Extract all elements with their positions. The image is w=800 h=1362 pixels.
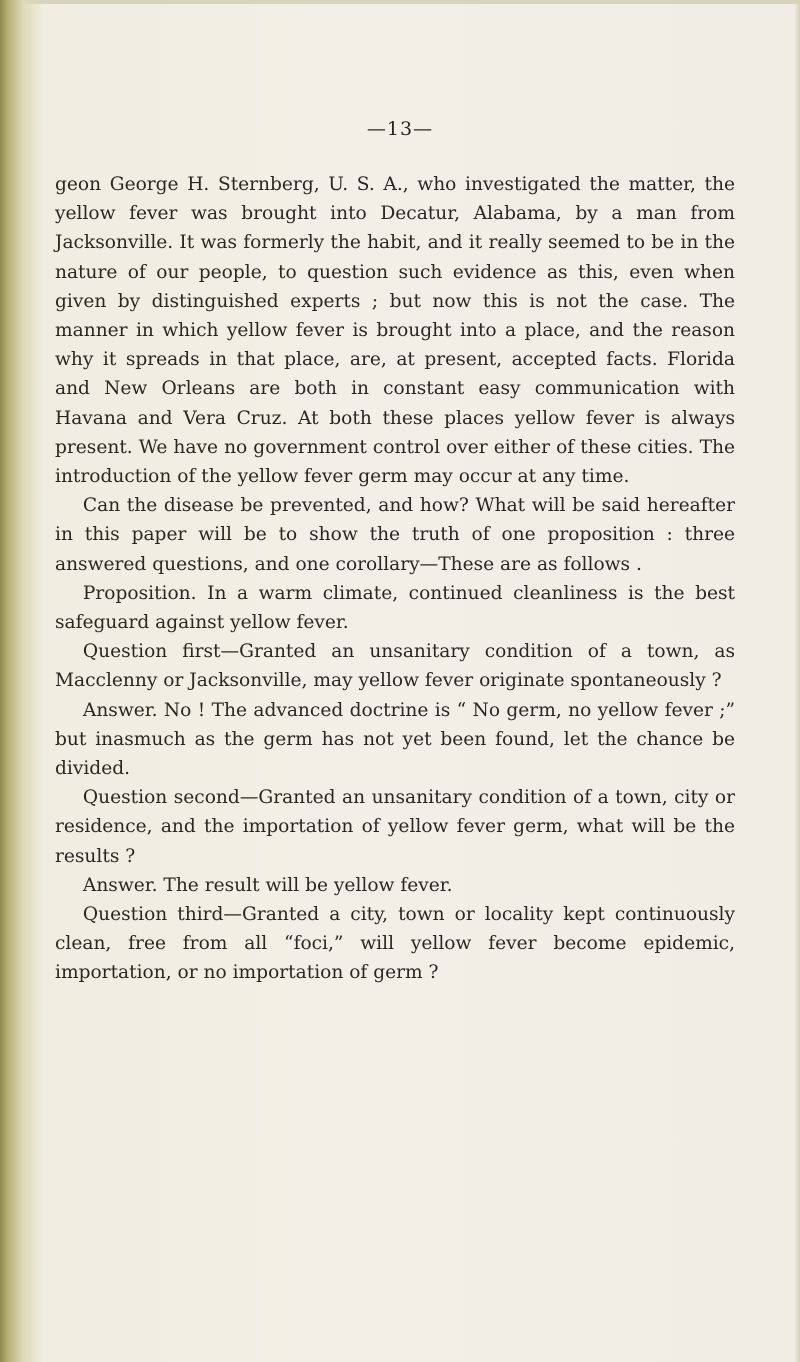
paragraph-question-second: Question second—Granted an unsanitary condition of a town, city or residence, and the importation of yellow fever germ, what will be the results ? — [55, 787, 735, 867]
binding-shadow — [0, 0, 42, 1362]
paragraph-answer-first: Answer. No ! The advanced doctrine is “ No germ, no yellow fever ;” but inasmuch as the germ has not yet been found, let the chance be divided. — [55, 699, 735, 780]
page-number: —13— — [366, 118, 434, 140]
paragraph-question-third: Question third—Granted a city, town or locality kept continuously clean, free from all “foci,” will yellow fever become epidemic, importation, or no importation of germ ? — [55, 904, 735, 984]
paragraph-continuation: geon George H. Sternberg, U. S. A., who investigated the matter, the yellow fever was brought into Decatur, Alabama, by a man from Jacksonville. It was formerly the habit, and it really seemed to be in the nature of our people, to question such evidence as this, even when given by distinguished experts ; but now this is not the case. The manner in which yellow fever is brought into a place, and the reason why it spreads in that place, are, at present, accepted facts. Florida and New Orleans are both in constant easy communication with Havana and Vera Cruz. At both these places yellow fever is always present. We have no government control over either of these cities. The introduction of the yellow fever germ may occur at any time. — [55, 174, 735, 488]
paragraph-answer-second: Answer. The result will be yellow fever. — [82, 874, 453, 896]
page-top-edge — [0, 0, 800, 4]
body-text — [55, 170, 735, 988]
paragraph-prevention: Can the disease be prevented, and how? What will be said hereafter in this paper will be to show the truth of one proposition : three answered questions, and one corollary—These are as follows . — [55, 495, 735, 575]
paragraph-question-first: Question first—Granted an unsanitary condition of a town, as Macclenny or Jacksonville, may yellow fever originate spontaneously ? — [55, 641, 735, 692]
paragraph-proposition: Proposition. In a warm climate, continued cleanliness is the best safeguard against yellow fever. — [55, 582, 735, 634]
page-right-edge — [794, 0, 800, 1362]
